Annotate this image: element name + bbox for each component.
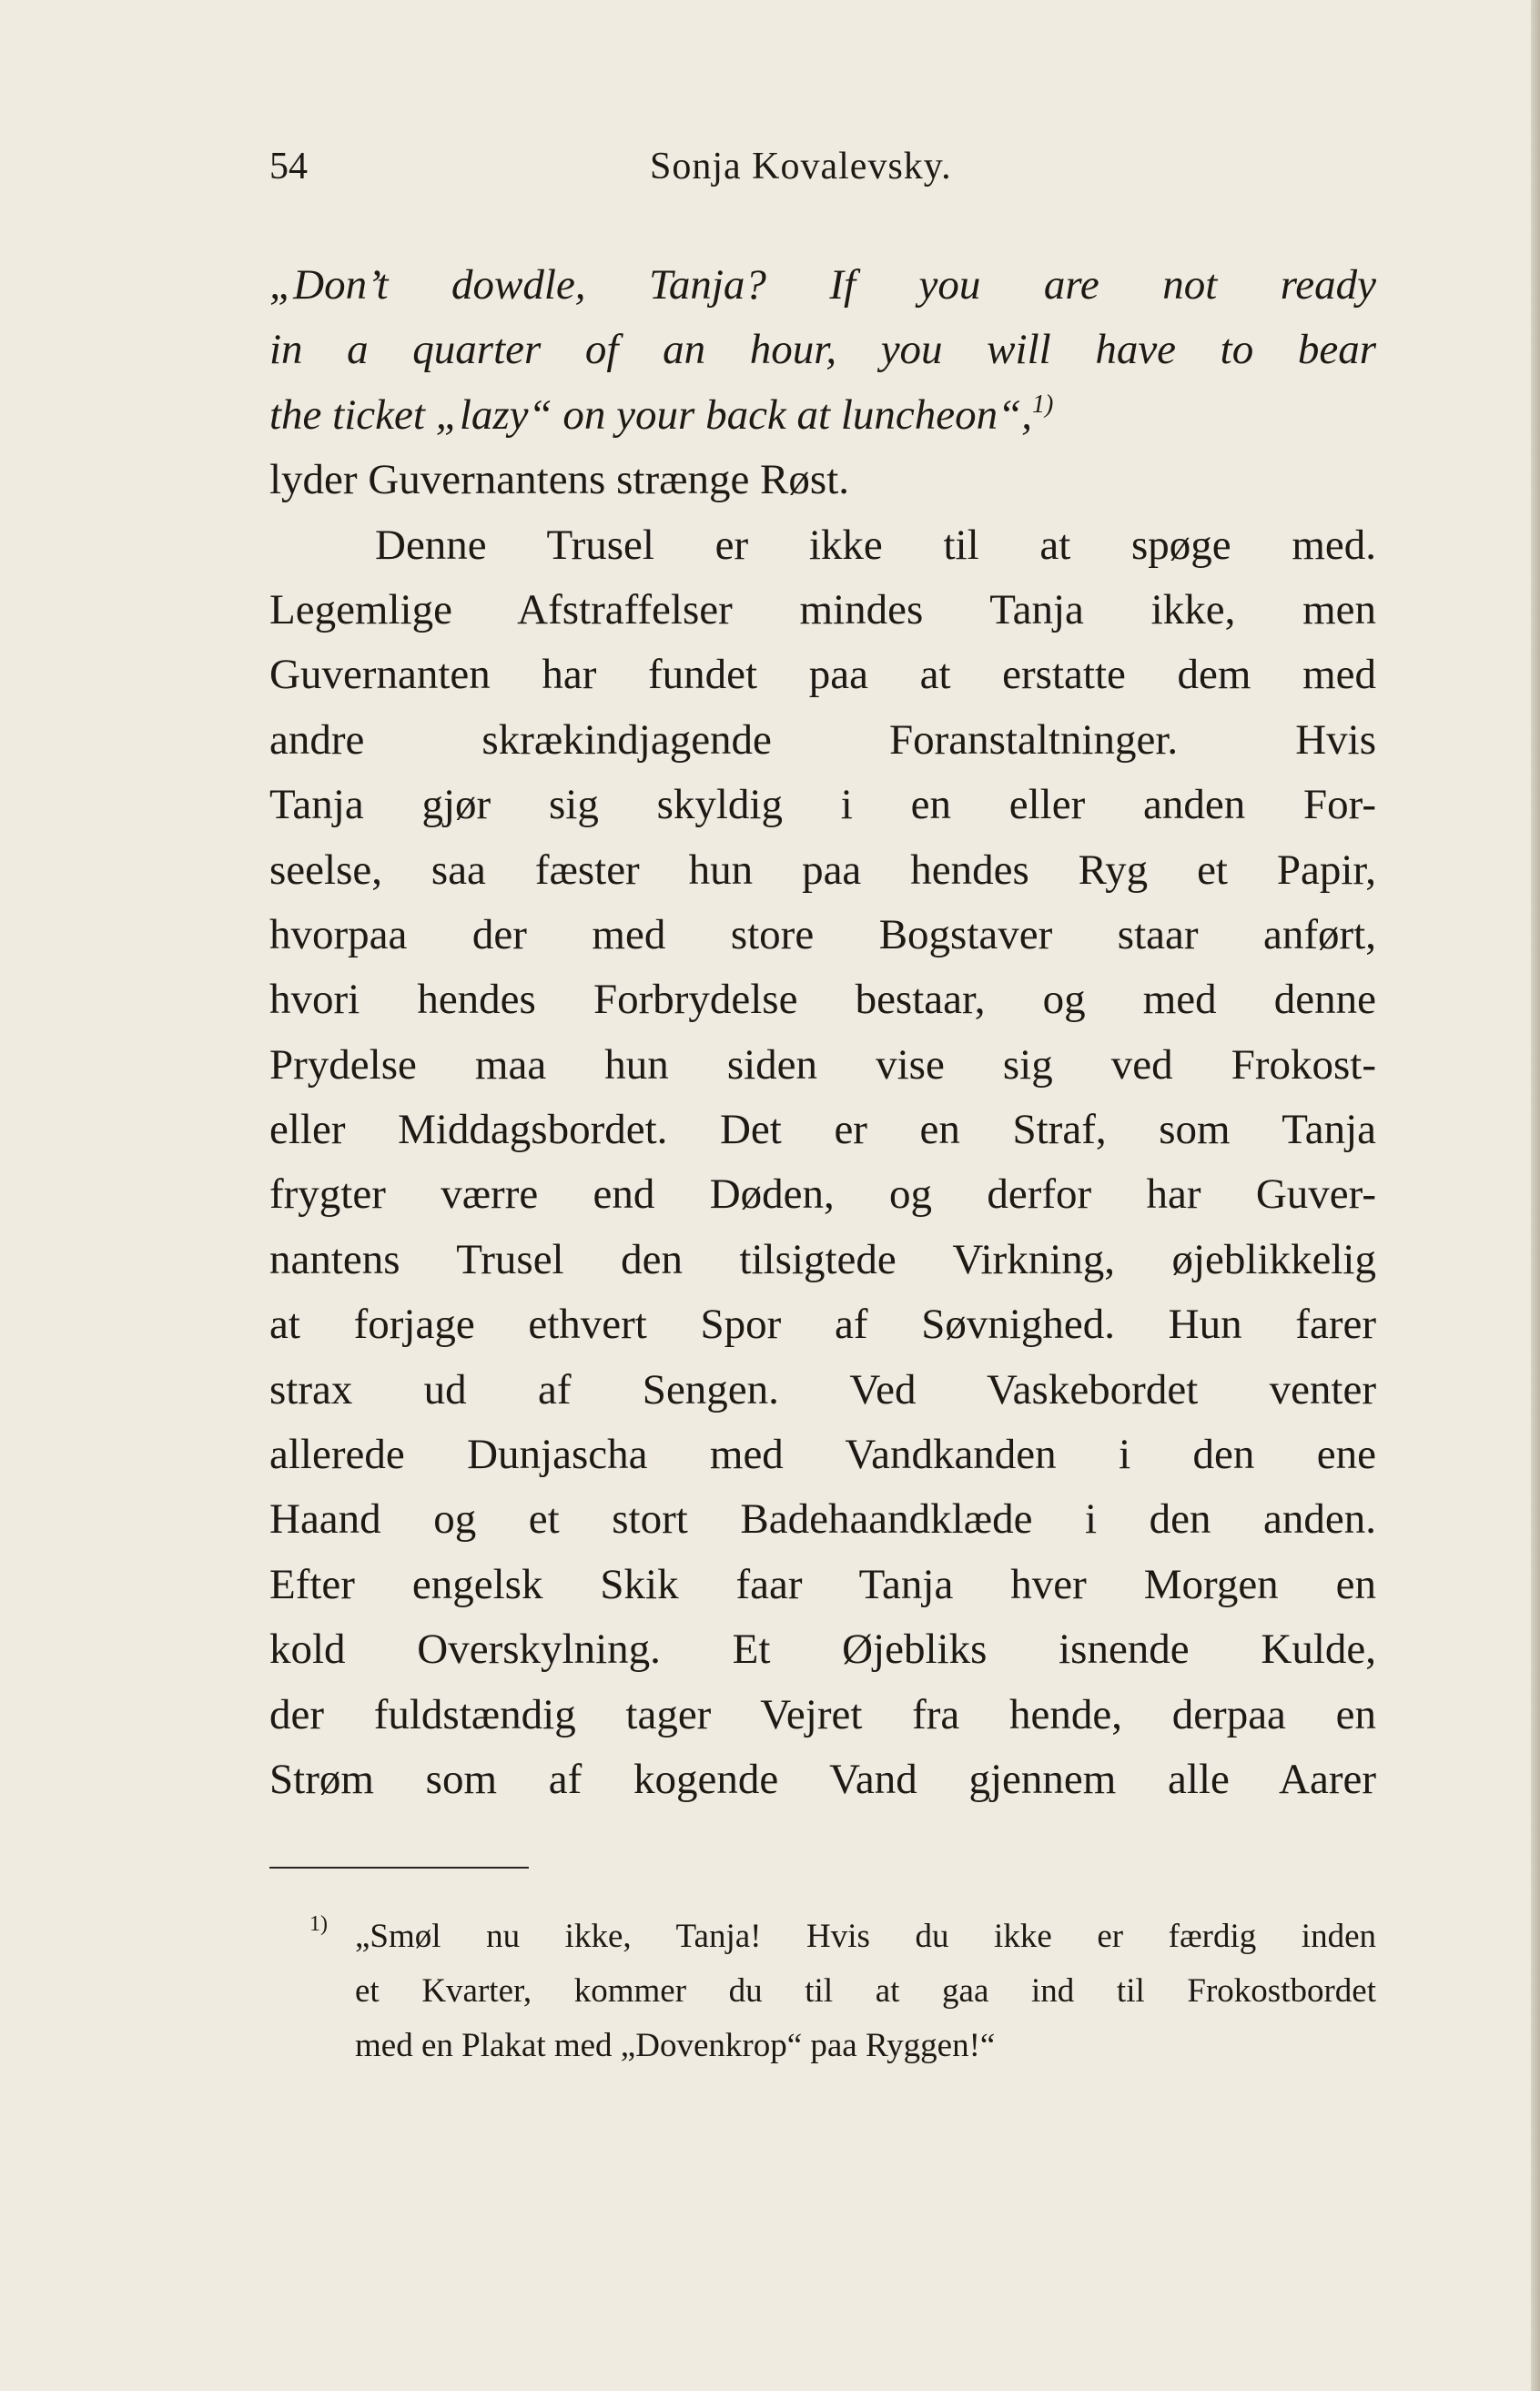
- text-line: strax ud af Sengen. Ved Vaskebordet venter: [269, 1365, 1376, 1413]
- text-line: Denne Trusel er ikke til at spøge med.: [375, 521, 1376, 569]
- running-head: [269, 135, 1376, 198]
- footnote-divider: [269, 1867, 529, 1869]
- footnote-marker: 1): [309, 1912, 328, 1936]
- text-line: seelse, saa fæster hun paa hendes Ryg et Papir,: [269, 846, 1376, 894]
- text-line: Prydelse maa hun siden vise sig ved Frokost-: [269, 1040, 1376, 1089]
- text-line: kold Overskylning. Et Øjebliks isnende Kulde,: [269, 1626, 1376, 1674]
- page-number: 54: [269, 146, 308, 187]
- footnote-line: et Kvarter, kommer du til at gaa ind til Frokostbordet: [355, 1972, 1376, 2010]
- text-line: nantens Trusel den tilsigtede Virkning, øjeblikkelig: [269, 1235, 1376, 1283]
- page-edge: [1531, 0, 1540, 2391]
- running-title: Sonja Kovalevsky.: [650, 146, 952, 187]
- text-line: lyder Guvernantens strænge Røst.: [269, 456, 850, 504]
- text-line: at forjage ethvert Spor af Søvnighed. Hun farer: [269, 1301, 1376, 1349]
- body-text: [269, 253, 1376, 1812]
- text-line: Haand og et stort Badehaandklæde i den anden.: [269, 1495, 1376, 1544]
- text-line: Guvernanten har fundet paa at erstatte dem med: [269, 651, 1376, 699]
- text-line: the ticket „lazy“ on your back at luncheon“,$^{1)}$: [269, 390, 1054, 439]
- text-line: eller Middagsbordet. Det er en Straf, som Tanja: [269, 1106, 1376, 1154]
- footnote-reference: 1): [1032, 390, 1054, 419]
- footnote-line: $^{1)}$ „Smøl nu ikke, Tanja! Hvis du ikke er færdig inden: [309, 1910, 1376, 1964]
- text-line: allerede Dunjascha med Vandkanden i den ene: [269, 1431, 1376, 1479]
- text-line: hvori hendes Forbrydelse bestaar, og med denne: [269, 976, 1376, 1024]
- text-line: Efter engelsk Skik faar Tanja hver Morgen en: [269, 1560, 1376, 1608]
- text-line: „Don’t dowdle, Tanja? If you are not ready: [269, 261, 1376, 309]
- text-line: Tanja gjør sig skyldig i en eller anden For-: [269, 781, 1376, 829]
- text-line: hvorpaa der med store Bogstaver staar anført,: [269, 910, 1376, 958]
- text-line: Strøm som af kogende Vand gjennem alle Aarer: [269, 1755, 1376, 1803]
- text-line: in a quarter of an hour, you will have to bear: [269, 326, 1376, 374]
- text-line: frygter værre end Døden, og derfor har Guver-: [269, 1170, 1376, 1219]
- text-line: andre skrækindjagende Foranstaltninger. Hvis: [269, 715, 1376, 764]
- footnote: [309, 1910, 1376, 2073]
- footnote-line: med en Plakat med „Dovenkrop“ paa Ryggen!“: [355, 2027, 996, 2064]
- text-line: Legemlige Afstraffelser mindes Tanja ikke, men: [269, 585, 1376, 633]
- text-line: der fuldstændig tager Vejret fra hende, derpaa en: [269, 1690, 1376, 1738]
